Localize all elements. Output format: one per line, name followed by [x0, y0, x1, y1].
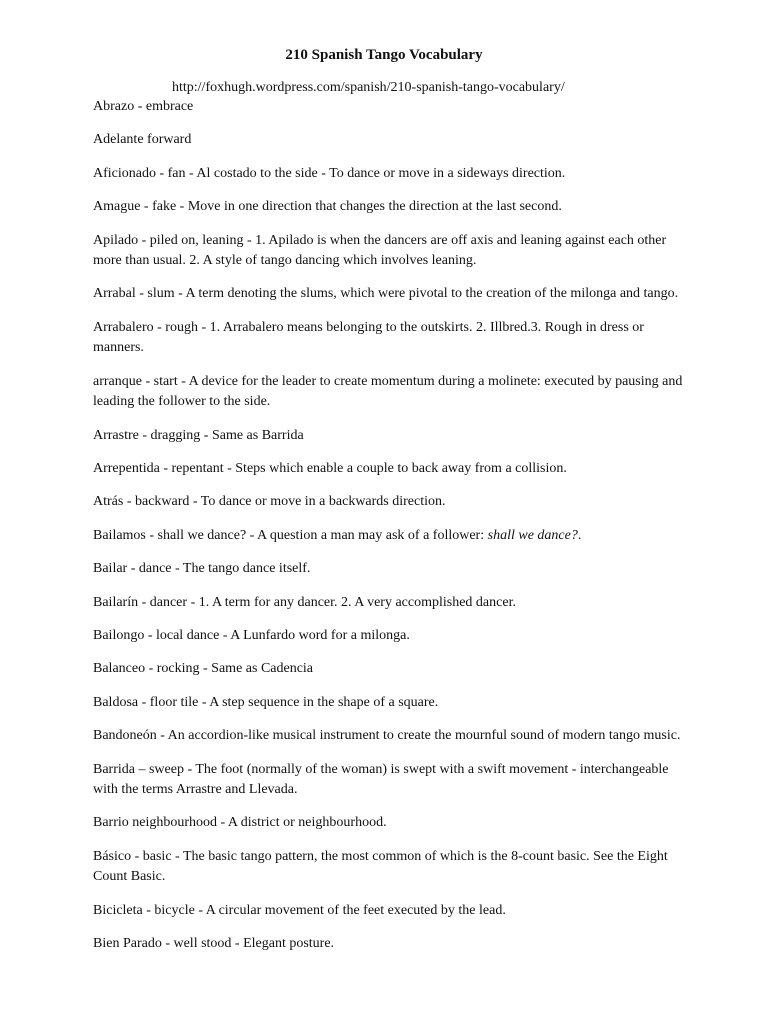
vocabulary-entry — [93, 901, 693, 922]
entry-text: Bailongo - local dance - A Lunfardo word for a milonga. — [93, 627, 410, 643]
entry-text: Bailar - dance - The tango dance itself. — [93, 561, 311, 577]
page-title: 210 Spanish Tango Vocabulary — [285, 47, 483, 63]
entry-text: Atrás - backward - To dance or move in a backwards direction. — [93, 494, 446, 510]
entry-text: Arrepentida - repentant - Steps which enable a couple to back away from a collision. — [93, 461, 567, 477]
entry-text: Bandoneón - An accordion-like musical instrument to create the mournful sound of modern tango music. — [93, 728, 681, 744]
vocabulary-entry — [93, 426, 693, 447]
entry-text: Balanceo - rocking - Same as Cadencia — [93, 661, 314, 677]
entry-text: Adelante forward — [93, 132, 192, 148]
vocabulary-entry — [93, 559, 693, 580]
vocabulary-entry — [93, 813, 693, 834]
vocabulary-entry — [93, 659, 693, 680]
entry-text: Aficionado - fan - Al costado to the side - To dance or move in a sideways direction. — [93, 165, 566, 181]
entry-tail: . — [577, 527, 582, 543]
entry-text: Bailamos - shall we dance? - A question a man may ask of a follower: — [93, 527, 488, 543]
vocabulary-list — [93, 97, 693, 967]
entry-text: Barrida – sweep - The foot (normally of the woman) is swept with a swift movement - interchangeable with the terms Arrastre and Llevada. — [93, 761, 669, 798]
vocabulary-entry — [93, 164, 693, 185]
entry-text: Barrio neighbourhood - A district or neighbourhood. — [93, 815, 387, 831]
entry-text: Arrabal - slum - A term denoting the slums, which were pivotal to the creation of the milonga and tango. — [93, 286, 679, 302]
vocabulary-entry — [93, 526, 693, 547]
source-url: http://foxhugh.wordpress.com/spanish/210-spanish-tango-vocabulary/ — [172, 80, 565, 95]
vocabulary-entry — [93, 593, 693, 614]
entry-text: Abrazo - embrace — [93, 99, 194, 114]
vocabulary-entry — [93, 459, 693, 480]
entry-emphasis: shall we dance? — [487, 527, 578, 543]
entry-text: Arrastre - dragging - Same as Barrida — [93, 427, 304, 443]
entry-text: Amague - fake - Move in one direction that changes the direction at the last second. — [93, 199, 562, 215]
vocabulary-entry — [93, 97, 693, 118]
vocabulary-entry — [93, 726, 693, 747]
vocabulary-entry — [93, 492, 693, 513]
vocabulary-entry — [93, 693, 693, 714]
entry-text: Básico - basic - The basic tango pattern, the most common of which is the 8-count basic. See the Eight Count Basic. — [93, 848, 668, 885]
entry-text: Apilado - piled on, leaning - 1. Apilado is when the dancers are off axis and leaning against each other more than usual. 2. A style of tango dancing which involves leaning. — [93, 232, 667, 269]
entry-text: Bien Parado - well stood - Elegant posture. — [93, 936, 335, 952]
vocabulary-entry — [93, 318, 693, 359]
vocabulary-entry — [93, 372, 693, 413]
vocabulary-entry — [93, 847, 693, 888]
entry-text: Arrabalero - rough - 1. Arrabalero means belonging to the outskirts. 2. Illbred.3. Rough in dress or manners. — [93, 319, 644, 356]
vocabulary-entry — [93, 130, 693, 151]
entry-text: Bailarín - dancer - 1. A term for any dancer. 2. A very accomplished dancer. — [93, 594, 516, 610]
vocabulary-entry — [93, 284, 693, 305]
entry-text: arranque - start - A device for the leader to create momentum during a molinete: executed by pausing and leading the follower to the side. — [93, 373, 683, 410]
entry-text: Bicicleta - bicycle - A circular movement of the feet executed by the lead. — [93, 902, 506, 918]
vocabulary-entry — [93, 197, 693, 218]
vocabulary-entry — [93, 626, 693, 647]
entry-text: Baldosa - floor tile - A step sequence in the shape of a square. — [93, 694, 439, 710]
vocabulary-entry — [93, 934, 693, 955]
vocabulary-entry — [93, 760, 693, 801]
vocabulary-entry — [93, 231, 693, 272]
